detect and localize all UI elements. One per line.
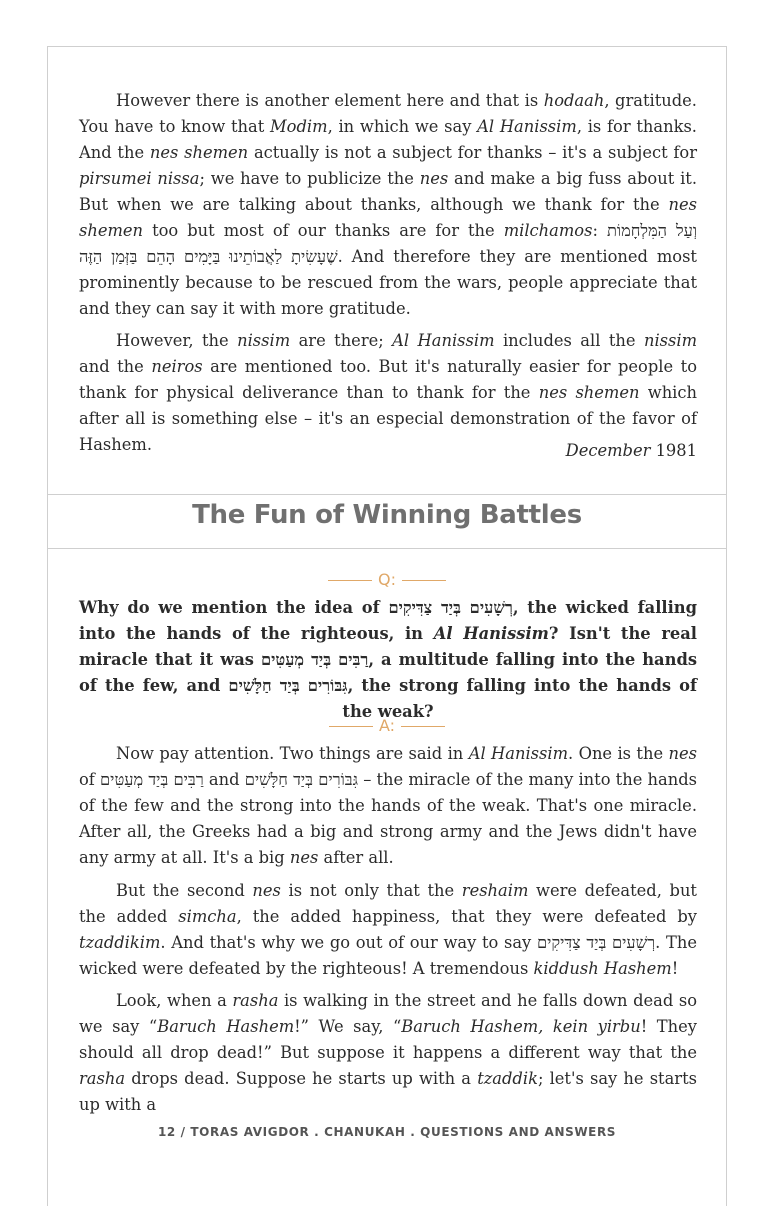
- text-run: are there;: [290, 331, 393, 350]
- italic-term: Baruch Hashem, kein yirbu: [401, 1017, 641, 1036]
- italic-term: nissim: [643, 331, 698, 350]
- italic-term: nes: [289, 848, 319, 867]
- text-run: But the second: [116, 881, 253, 900]
- date-year: 1981: [655, 441, 697, 460]
- text-run: is not only that the: [280, 881, 462, 900]
- italic-term: nes shemen: [538, 383, 640, 402]
- italic-term: Al Hanissim: [468, 744, 569, 763]
- answer-marker: [47, 716, 727, 736]
- italic-term: nes shemen: [149, 143, 249, 162]
- text-run: , the strong falling into the hands of the weak?: [342, 676, 697, 721]
- body-paragraph: [79, 88, 697, 322]
- italic-term: neiros: [151, 357, 203, 376]
- italic-term: milchamos: [503, 221, 593, 240]
- italic-term: nes: [419, 169, 449, 188]
- italic-term: Modim: [270, 117, 328, 136]
- text-run: which after all is something else – it's an especial demonstration of the favor of Hashem.: [79, 383, 697, 454]
- hebrew-phrase: גִּבּוֹרִים בְּיַד חַלָּשִׁים: [244, 770, 359, 789]
- text-run: is walking in the street and he falls down dead so we say “: [79, 991, 697, 1036]
- italic-term: nissim: [237, 331, 291, 350]
- hebrew-phrase: רְשָׁעִים בְּיַד צַדִּיקִים: [388, 598, 513, 617]
- text-run: !: [671, 959, 679, 978]
- text-run: too but most of our thanks are for the: [143, 221, 504, 240]
- text-run: after all.: [318, 848, 394, 867]
- question-label: Q:: [378, 570, 396, 589]
- text-run: were defeated, but the added: [79, 881, 697, 926]
- text-run: ? Isn't the real miracle that it was: [79, 624, 697, 669]
- italic-term: hodaah: [543, 91, 605, 110]
- text-run: , in which we say: [327, 117, 478, 136]
- italic-term: nes: [252, 881, 281, 900]
- text-run: . The wicked were defeated by the righteous! A tremendous: [79, 933, 697, 978]
- rule-left: [328, 580, 372, 581]
- text-run: and make a big fuss about it. But when we are talking about thanks, although we thank for the: [79, 169, 698, 214]
- text-run: ; we have to publicize the: [199, 169, 420, 188]
- text-run: Now pay attention. Two things are said in: [116, 744, 469, 763]
- rule-right: [401, 726, 445, 727]
- date-line: [79, 438, 697, 464]
- body-paragraph: [79, 988, 697, 1118]
- text-run: Look, when a: [116, 991, 233, 1010]
- text-run: ; let's say he starts up with a: [79, 1069, 697, 1114]
- rule-right: [402, 580, 446, 581]
- text-run: includes all the: [494, 331, 644, 350]
- divider-bottom: [47, 548, 727, 549]
- italic-term: simcha: [178, 907, 237, 926]
- italic-term: nes: [668, 744, 697, 763]
- italic-term: Al Hanissim: [477, 117, 577, 136]
- italic-term: kiddush Hashem: [533, 959, 672, 978]
- divider-top: [47, 494, 727, 495]
- text-run: and: [203, 770, 245, 789]
- text-run: Why do we mention the idea of: [79, 598, 389, 617]
- text-run: , the added happiness, that they were defeated by: [236, 907, 697, 926]
- text-run: :: [592, 221, 607, 240]
- text-run: However, the: [116, 331, 238, 350]
- answer-label: A:: [378, 716, 396, 735]
- italic-term: Al Hanissim: [433, 624, 549, 643]
- italic-term: tzaddik: [477, 1069, 538, 1088]
- italic-term: rasha: [232, 991, 279, 1010]
- text-run: . And therefore they are mentioned most prominently because to be rescued from the wars, people appreciate that and they can say it with more gratitude.: [79, 247, 697, 318]
- page-footer: 12 / TORAS AVIGDOR . CHANUKAH . QUESTIONS AND ANSWERS: [157, 1125, 617, 1139]
- text-run: – the miracle of the many into the hands of the few and the strong into the hands of the weak. That's one miracle. After all, the Greeks had a big and strong army and the Jews didn't have any army at all. It's a big: [79, 770, 697, 867]
- date-month: December: [565, 441, 651, 460]
- text-run: of: [79, 770, 101, 789]
- text-run: , the wicked falling into the hands of the righteous, in: [79, 598, 698, 643]
- body-paragraph: [79, 741, 697, 871]
- hebrew-phrase: וְעַל הַמִּלְחָמוֹת שֶׁעָשִׂיתָ לַאֲבוֹתֵינוּ בַּיָּמִים הָהֵם בַּזְּמַן הַזֶּה: [79, 221, 698, 266]
- italic-term: Al Hanissim: [392, 331, 495, 350]
- section-title: The Fun of Winning Battles: [192, 500, 582, 530]
- italic-term: tzaddikim: [79, 933, 161, 952]
- body-paragraph: [79, 878, 697, 982]
- text-run: . And that's why we go out of our way to say: [160, 933, 537, 952]
- text-run: , a multitude falling into the hands of the few, and: [79, 650, 697, 695]
- text-run: drops dead. Suppose he starts up with a: [125, 1069, 478, 1088]
- question-text: [79, 595, 697, 725]
- italic-term: pirsumei nissa: [79, 169, 200, 188]
- hebrew-phrase: רַבִּים בְּיַד מְעַטִּים: [100, 770, 204, 789]
- text-run: . One is the: [568, 744, 669, 763]
- italic-term: reshaim: [461, 881, 529, 900]
- text-run: and the: [79, 357, 152, 376]
- italic-term: Baruch Hashem: [157, 1017, 295, 1036]
- italic-term: nes shemen: [79, 195, 697, 240]
- italic-term: rasha: [79, 1069, 126, 1088]
- question-marker: [47, 570, 727, 590]
- hebrew-phrase: רַבִּים בְּיַד מְעַטִּים: [260, 650, 369, 669]
- text-run: ! They should all drop dead!” But suppose it happens a different way that the: [79, 1017, 697, 1062]
- rule-left: [329, 726, 373, 727]
- text-run: !” We say, “: [294, 1017, 402, 1036]
- text-run: are mentioned too. But it's naturally easier for people to thank for physical deliverance than to thank for the: [79, 357, 697, 402]
- hebrew-phrase: גִּבּוֹרִים בְּיַד חַלָּשִׁים: [228, 676, 348, 695]
- text-run: , gratitude. You have to know that: [79, 91, 697, 136]
- text-run: , is for thanks. And the: [79, 117, 697, 162]
- text-run: However there is another element here and that is: [116, 91, 544, 110]
- hebrew-phrase: רְשָׁעִים בְּיַד צַדִּיקִים: [536, 933, 656, 952]
- text-run: actually is not a subject for thanks – it's a subject for: [248, 143, 698, 162]
